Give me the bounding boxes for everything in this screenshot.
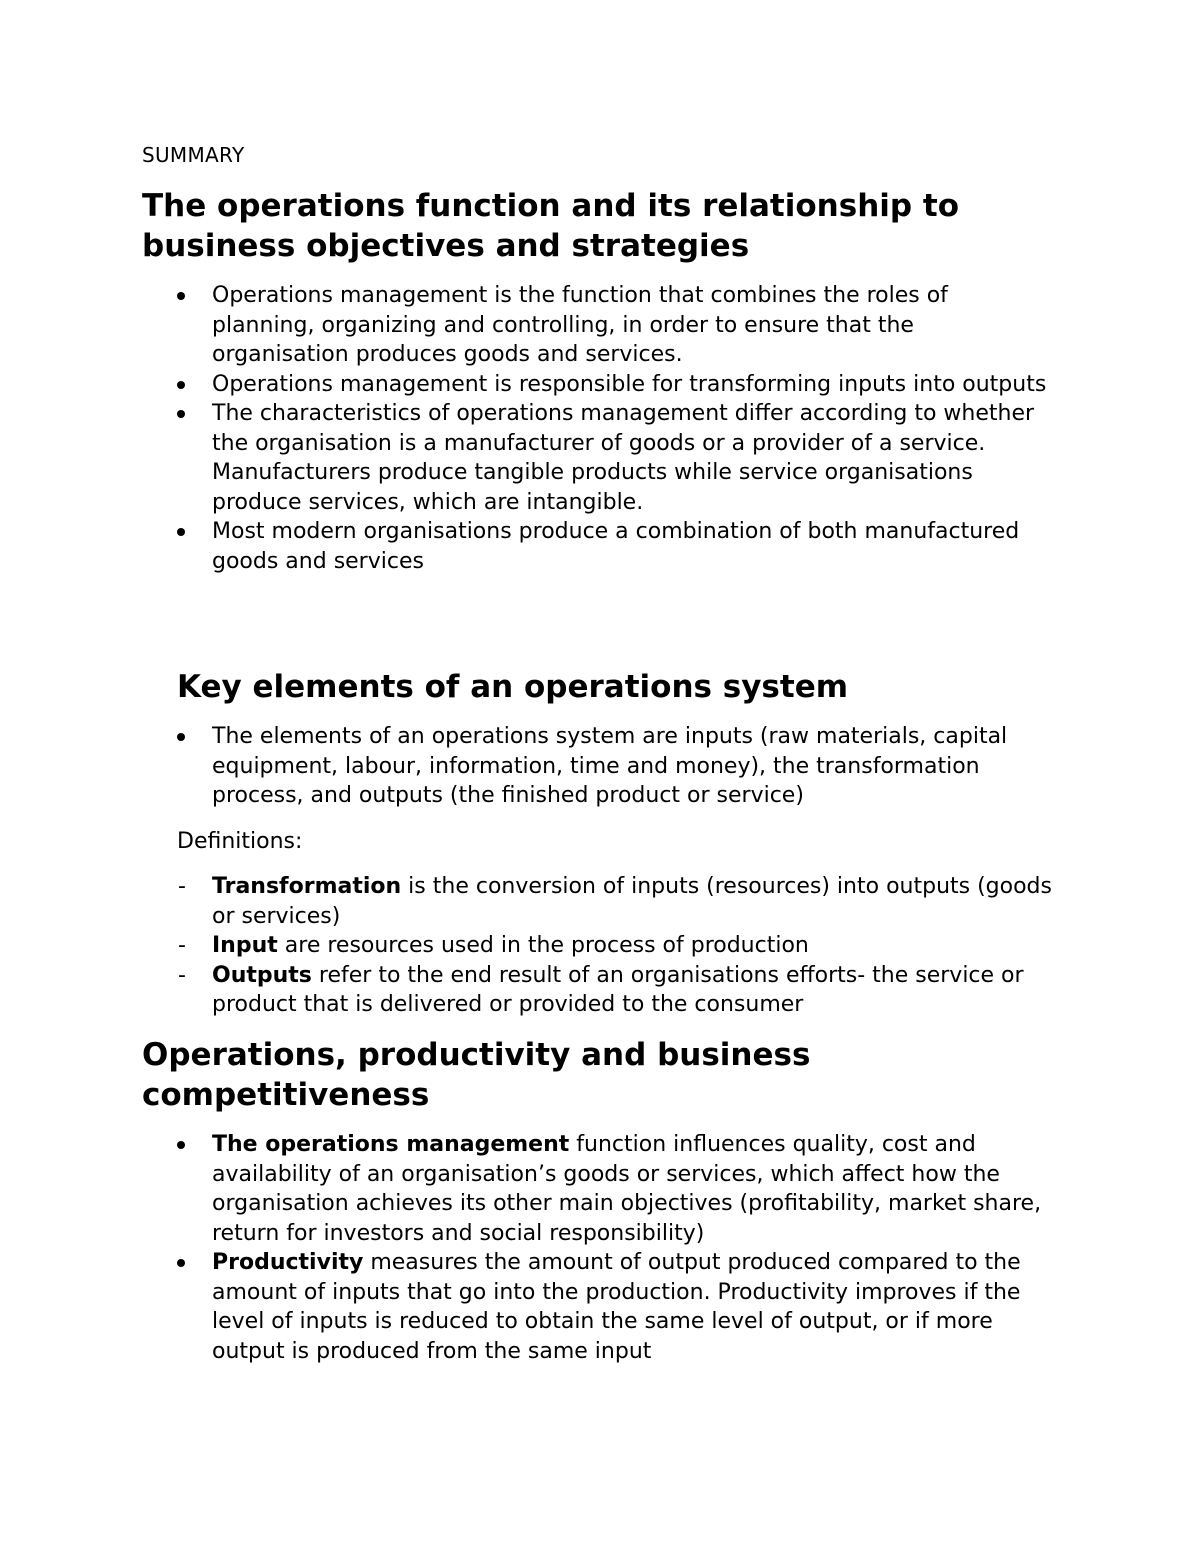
definition-text: refer to the end result of an organisations efforts- the service or product that is delivered or provided to the consumer — [212, 962, 1024, 1017]
bullet-icon — [177, 1141, 185, 1149]
list-item — [177, 281, 1057, 370]
dash-marker: - — [178, 874, 186, 899]
bullet-icon — [177, 1259, 185, 1267]
operations-function-bullet-list — [177, 281, 1057, 576]
section-heading-productivity: Operations, productivity and business competitiveness — [142, 1037, 811, 1113]
list-item — [177, 370, 1057, 400]
definitions-list — [177, 872, 1057, 1020]
list-item — [177, 399, 1057, 517]
definition-item — [177, 931, 1057, 961]
definition-text: are resources used in the process of production — [277, 933, 809, 958]
list-item-term: The operations management — [212, 1132, 570, 1157]
list-item — [177, 1130, 1067, 1248]
definition-term: Input — [212, 933, 278, 958]
list-item — [177, 1248, 1067, 1366]
list-item-text: measures the amount of output produced compared to the amount of inputs that go into the production. Productivity improves if the level of inputs is reduced to obtain the same level of output, or if more output is produced from the same input — [212, 1250, 1021, 1364]
bullet-icon — [177, 733, 185, 741]
bullet-icon — [177, 292, 185, 300]
key-elements-bullet-list — [177, 722, 1057, 811]
section-heading-operations-function: The operations function and its relationship to business objectives and strategies — [142, 188, 959, 264]
definition-term: Outputs — [212, 962, 312, 988]
dash-marker: - — [178, 933, 186, 958]
section-heading-key-elements: Key elements of an operations system — [177, 669, 849, 705]
bullet-icon — [177, 410, 185, 418]
list-item-text: function influences quality, cost and availability of an organisation’s goods or services, which affect how the organisation achieves its other main objectives (profitability, market share, return for investors and social responsibility) — [212, 1132, 1042, 1246]
definition-item — [177, 961, 1057, 1020]
list-item-text: The elements of an operations system are inputs (raw materials, capital equipment, labour, information, time and money), the transformation process, and outputs (the finished product or service) — [212, 724, 1008, 808]
definition-term: Transformation — [212, 874, 402, 899]
list-item-text: The characteristics of operations management differ according to whether the organisation is a manufacturer of goods or a provider of a service. Manufacturers produce tangible products while service organisations produce services, which are intangible. — [212, 401, 1035, 515]
summary-label: SUMMARY — [142, 143, 245, 167]
list-item — [177, 722, 1057, 811]
list-item-text: Operations management is responsible for transforming inputs into outputs — [212, 371, 1047, 397]
bullet-icon — [177, 381, 185, 389]
dash-marker: - — [178, 962, 186, 988]
definitions-label: Definitions: — [177, 829, 303, 854]
productivity-bullet-list — [177, 1130, 1067, 1366]
list-item — [177, 517, 1057, 576]
list-item-text: Most modern organisations produce a combination of both manufactured goods and services — [212, 519, 1020, 574]
definition-item — [177, 872, 1057, 931]
list-item-term: Productivity — [212, 1250, 364, 1275]
list-item-text: Operations management is the function that combines the roles of planning, organizing and controlling, in order to ensure that the organisation produces goods and services. — [212, 283, 948, 367]
bullet-icon — [177, 528, 185, 536]
definition-text: is the conversion of inputs (resources) into outputs (goods or services) — [212, 874, 1052, 929]
